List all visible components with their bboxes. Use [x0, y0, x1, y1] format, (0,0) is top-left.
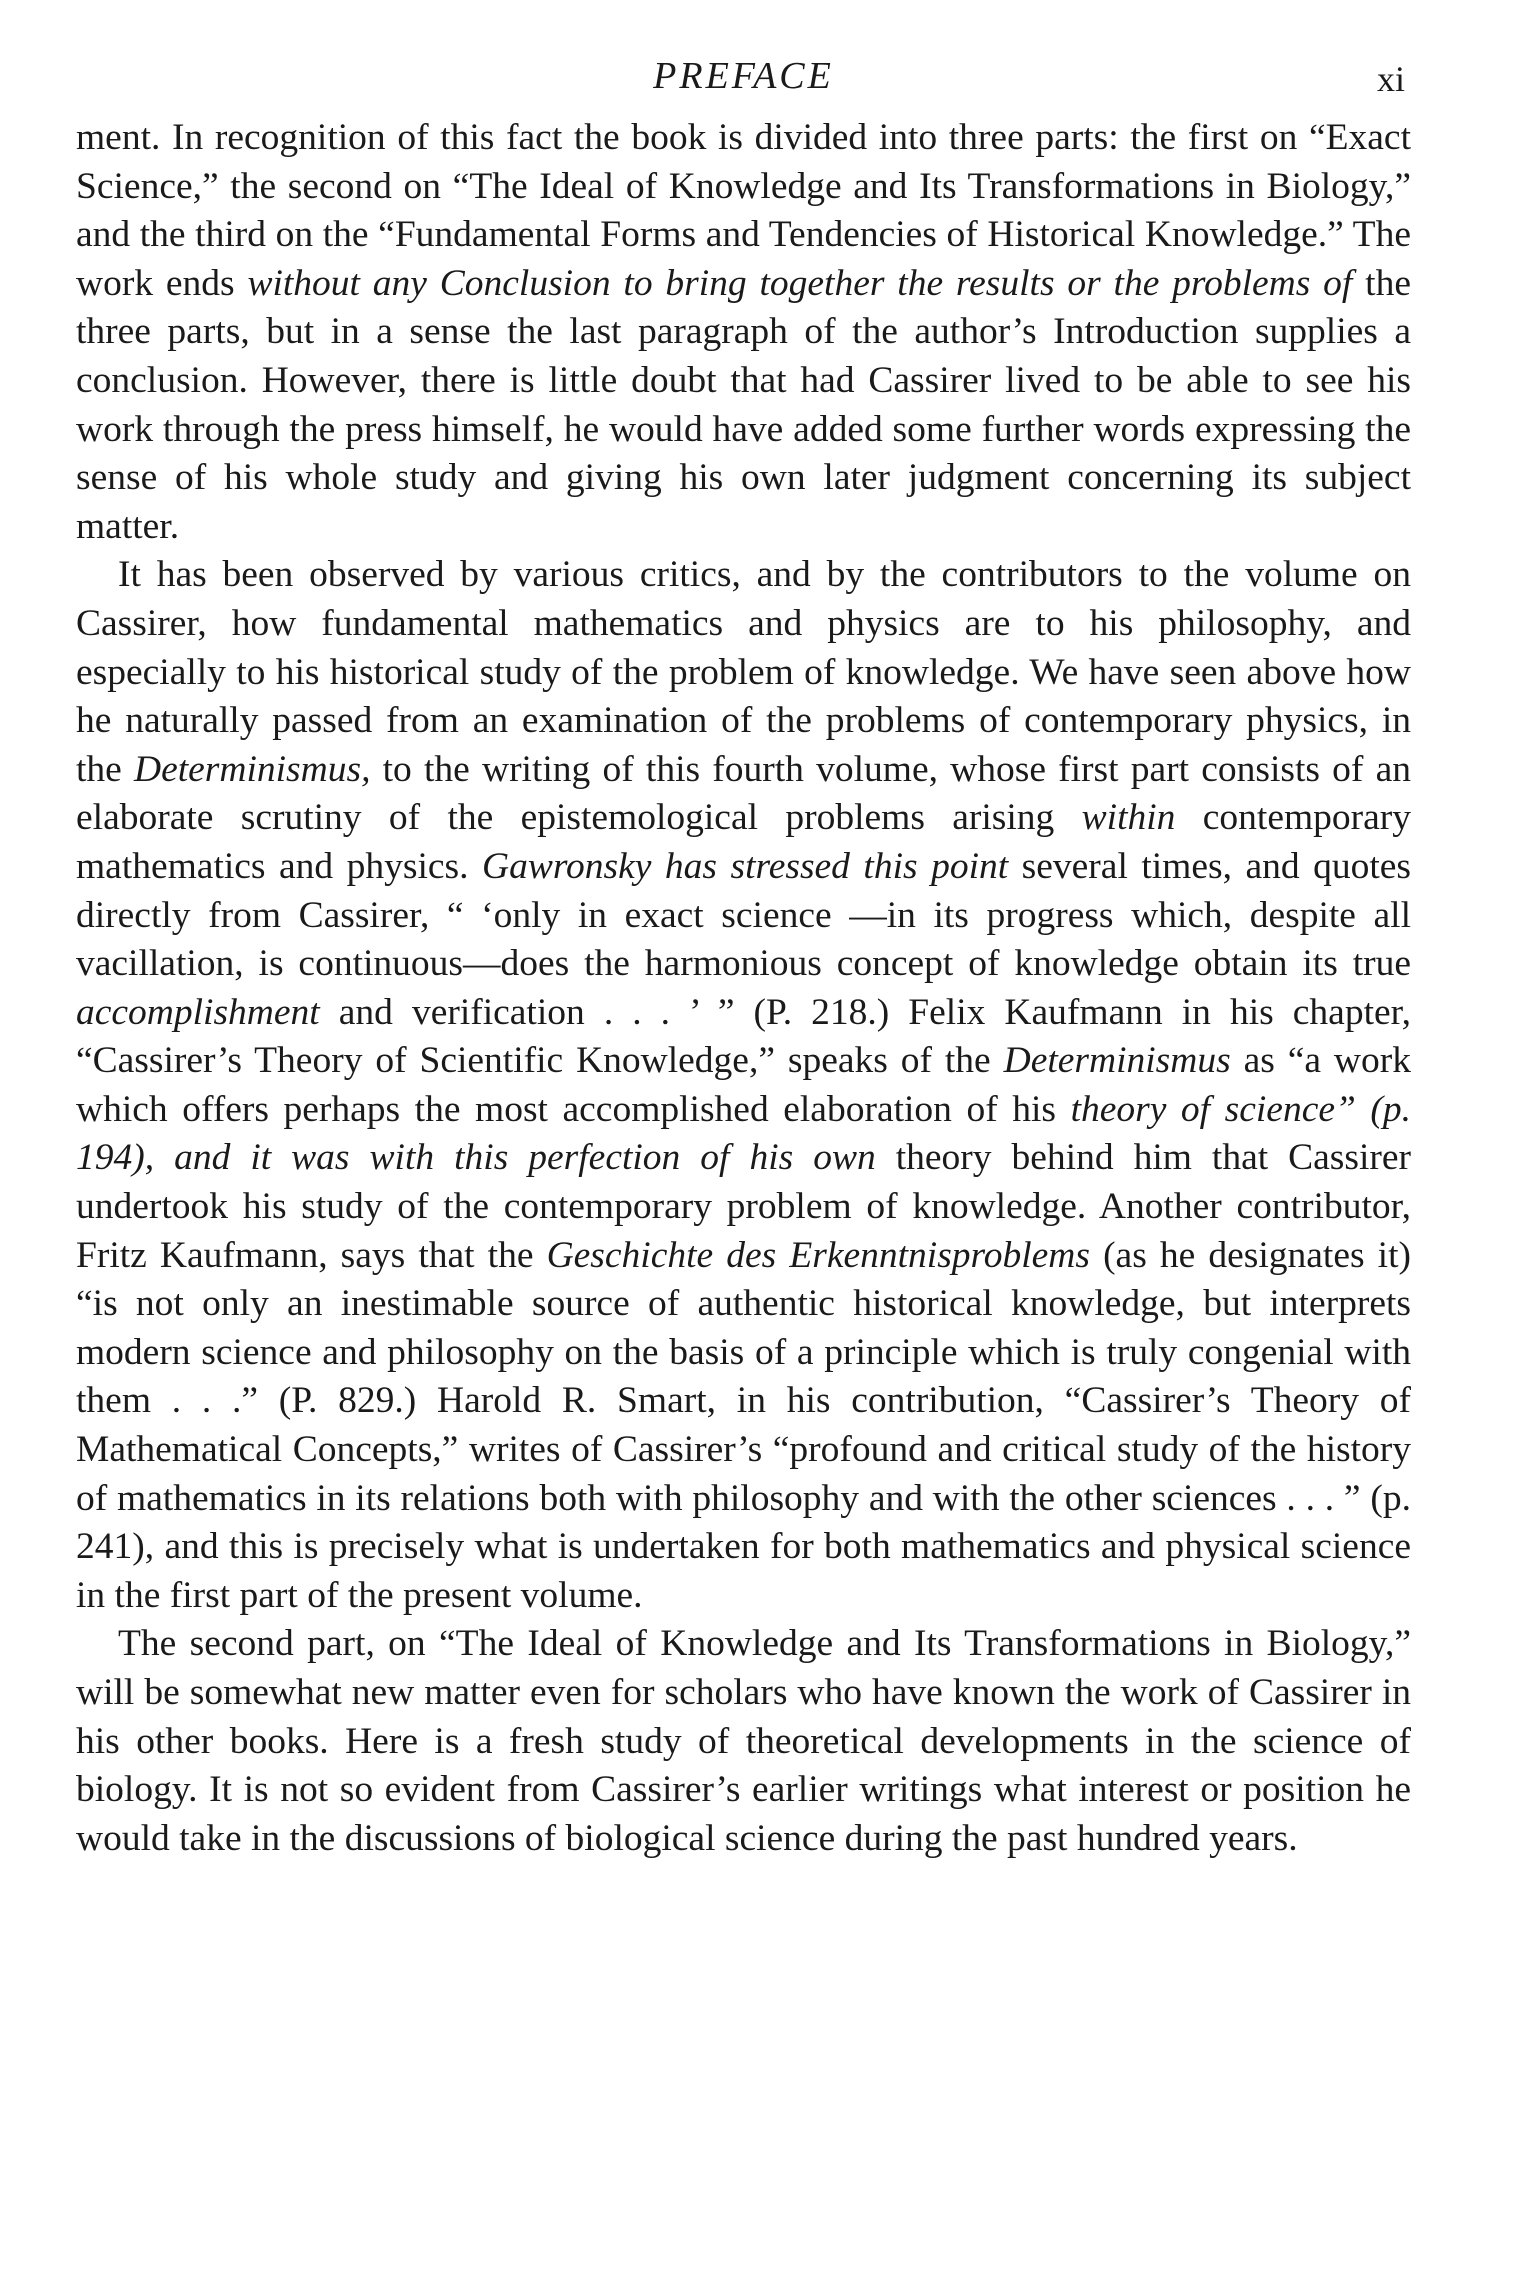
paragraph-2-segment: and verification . . . ’ ” (P. 218.) Felix Kaufmann in his chapter, “Cassirer’s Theory of Scientific Knowledge,” speaks of the [76, 991, 1411, 1082]
paragraph-2-italic-segment: within [1081, 797, 1176, 839]
paragraph-2-italic-segment: theory of science” (p. 194), and it was with this perfection of his own [76, 1088, 1412, 1179]
paragraph-1-segment: the three parts, but in a sense the last paragraph of the author’s Introduction supplies a conclusion. However, there is little doubt that had Cassirer lived to be able to see his work through the press himself, he would have added some further words expressing the sense of his whole study and giving his own later judgment concerning its subject matter. [76, 262, 1411, 547]
paragraph-1-segment: ment. In recognition of this fact the book is divided into three parts: the first on “Exact Science,” the second on “The Ideal of Knowledge and Its Transformations in Biology,” and the third on the “Fundamental Forms and Tendencies of Historical Knowledge.” The work ends [76, 117, 1411, 304]
document-page [76, 50, 1411, 1863]
paragraph-3-segment: The second part, on “The Ideal of Knowledge and Its Transformations in Biology,” will be somewhat new matter even for scholars who have known the work of Cassirer in his other books. Here is a fresh study of theoretical developments in the science of biology. It is not so evident from Cassirer’s earlier writings what interest or position he would take in the discussions of biological science during the past hundred years. [76, 1623, 1411, 1859]
paragraph-2-segment: to the writing of this fourth volume, whose first part consists of an elaborate scrutiny of the epistemological problems arising [76, 748, 1411, 839]
page-number: xi [1376, 59, 1405, 99]
body-text [76, 114, 1411, 1863]
paragraph-2-italic-segment: accomplishment [76, 991, 320, 1033]
paragraph-2-segment: contemporary mathematics and physics. [76, 797, 1411, 887]
paragraph-2-italic-segment: Gawronsky has stressed this point [482, 845, 1009, 887]
page-header [76, 50, 1411, 114]
paragraph-2-segment: as “a work which offers perhaps the most accomplished elaboration of his [76, 1040, 1411, 1130]
paragraph-1 [76, 114, 1411, 551]
paragraph-1-italic-segment: without any Conclusion to bring together the results or the problems of [247, 262, 1353, 304]
paragraph-2-italic-segment: Determinismus, [134, 748, 371, 790]
paragraph-2-segment: (as he designates it) “is not only an inestimable source of authentic historical knowledge, but interprets modern science and philosophy on the basis of a principle which is truly congenial with them . . .” (P. 829.) Harold R. Smart, in his contribution, “Cassirer’s Theory of Mathematical Concepts,” writes of Cassirer’s “profound and critical study of the history of mathematics in its relations both with philosophy and with the other sciences . . . ” (p. 241), and this is precisely what is undertaken for both mathematics and physical science in the first part of the present volume. [76, 1234, 1411, 1616]
paragraph-3 [76, 1620, 1411, 1863]
paragraph-2-italic-segment: Geschichte des Erkenntnisproblems [546, 1234, 1090, 1276]
paragraph-2-segment: It has been observed by various critics, and by the contributors to the volume on Cassirer, how fundamental mathematics and physics are to his philosophy, and especially to his historical study of the problem of knowledge. We have seen above how he naturally passed from an examination of the problems of contemporary physics, in the [76, 554, 1411, 790]
running-title: PREFACE [653, 55, 834, 97]
paragraph-2 [76, 551, 1411, 1620]
paragraph-2-segment: theory behind him that Cassirer undertook his study of the contemporary problem of knowledge. Another contributor, Fritz Kaufmann, says that the [76, 1137, 1411, 1276]
paragraph-2-segment: several times, and quotes directly from Cassirer, “ ‘only in exact science —in its progress which, despite all vacillation, is continuous—does the harmonious concept of knowledge obtain its true [76, 845, 1411, 985]
paragraph-2-italic-segment: Determinismus [1003, 1040, 1231, 1082]
